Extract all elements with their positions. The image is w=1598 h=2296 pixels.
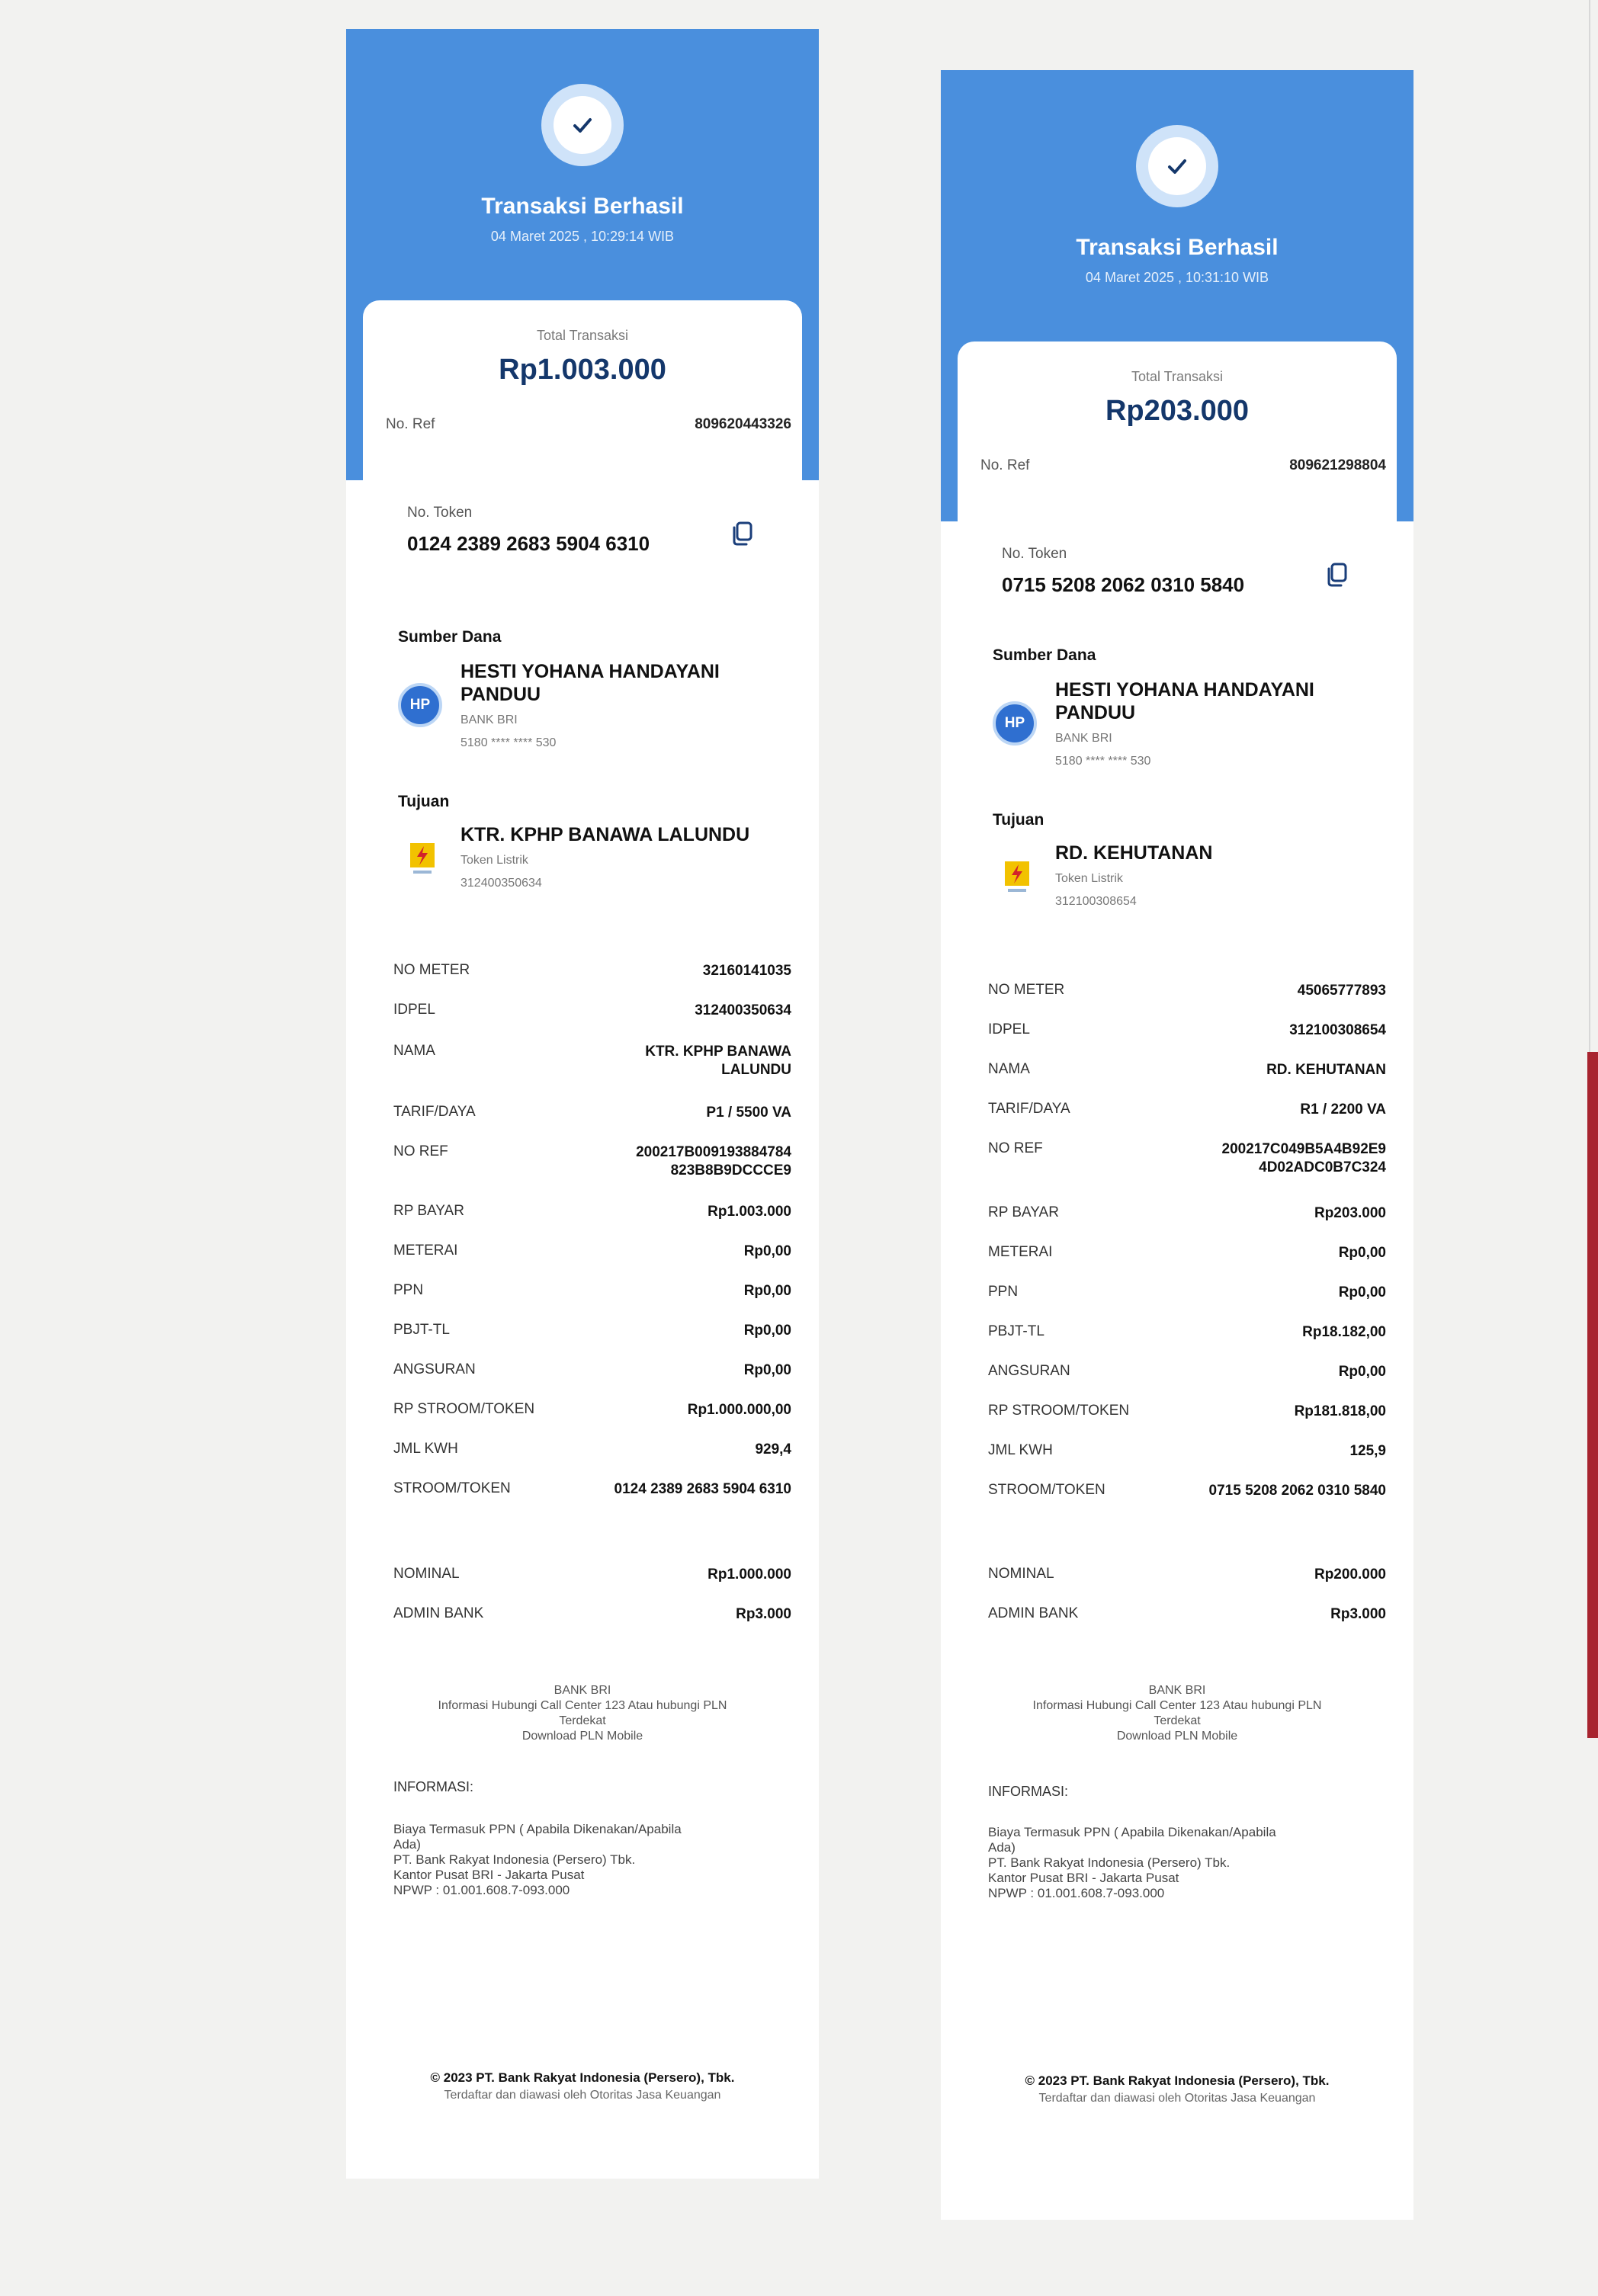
- ref-label: No. Ref: [386, 416, 435, 432]
- detail-label: NO REF: [988, 1140, 1043, 1156]
- detail-value: 32160141035: [702, 963, 791, 979]
- detail-label: NOMINAL: [988, 1566, 1054, 1582]
- footer-line: Terdekat: [559, 1714, 606, 1727]
- footer-line: BANK BRI: [554, 1684, 611, 1697]
- success-check-badge: [541, 84, 624, 166]
- detail-value: Rp181.818,00: [1294, 1403, 1386, 1419]
- detail-value: R1 / 2200 VA: [1300, 1102, 1386, 1118]
- regulated-note: Terdaftar dan diawasi oleh Otoritas Jasa Keuangan: [1038, 2092, 1316, 2105]
- detail-value: Rp1.000.000: [708, 1566, 791, 1583]
- dest-name: RD. KEHUTANAN: [1055, 842, 1213, 864]
- detail-label: ANGSURAN: [988, 1363, 1070, 1379]
- detail-value: 125,9: [1349, 1443, 1386, 1459]
- source-bank: BANK BRI: [1055, 732, 1112, 745]
- total-card: [958, 342, 1397, 521]
- detail-value: 312400350634: [695, 1002, 791, 1018]
- footer-line[interactable]: Download PLN Mobile: [1116, 1730, 1238, 1743]
- dest-type: Token Listrik: [460, 854, 528, 867]
- detail-value: Rp0,00: [1338, 1245, 1386, 1261]
- detail-label: JML KWH: [393, 1441, 458, 1457]
- info-line: Ada): [393, 1837, 421, 1852]
- detail-value: RD. KEHUTANAN: [1266, 1062, 1386, 1078]
- regulated-note: Terdaftar dan diawasi oleh Otoritas Jasa Keuangan: [444, 2089, 721, 2102]
- status-datetime: 04 Maret 2025 , 10:29:14 WIB: [490, 229, 675, 244]
- avatar: HP: [993, 701, 1037, 746]
- detail-label: NO REF: [393, 1143, 448, 1159]
- red-edge-strip: [1587, 1052, 1598, 1738]
- receipt-left: [346, 29, 819, 2179]
- info-title: INFORMASI:: [393, 1779, 474, 1794]
- info-line: Kantor Pusat BRI - Jakarta Pusat: [988, 1871, 1179, 1885]
- info-line: PT. Bank Rakyat Indonesia (Persero) Tbk.: [393, 1852, 636, 1867]
- detail-value: 0715 5208 2062 0310 5840: [1208, 1483, 1386, 1499]
- detail-value: Rp3.000: [736, 1606, 791, 1622]
- detail-value: Rp0,00: [1338, 1284, 1386, 1300]
- info-line: PT. Bank Rakyat Indonesia (Persero) Tbk.: [988, 1855, 1231, 1870]
- detail-value: Rp3.000: [1330, 1606, 1386, 1622]
- detail-label: NOMINAL: [393, 1566, 460, 1582]
- detail-label: NO METER: [393, 962, 470, 978]
- tujuan-title: Tujuan: [993, 811, 1044, 829]
- footer-line: Informasi Hubungi Call Center 123 Atau hubungi PLN: [438, 1699, 727, 1712]
- detail-label: IDPEL: [988, 1021, 1030, 1037]
- detail-label: JML KWH: [988, 1442, 1053, 1458]
- detail-label: METERAI: [988, 1244, 1053, 1260]
- info-line: NPWP : 01.001.608.7-093.000: [393, 1883, 570, 1897]
- dest-type: Token Listrik: [1055, 872, 1123, 885]
- footer-line[interactable]: Download PLN Mobile: [521, 1730, 643, 1743]
- info-line: Biaya Termasuk PPN ( Apabila Dikenakan/Apabila: [988, 1825, 1276, 1839]
- footer-line: Informasi Hubungi Call Center 123 Atau hubungi PLN: [1032, 1699, 1322, 1712]
- total-label: Total Transaksi: [536, 328, 629, 343]
- detail-label: ADMIN BANK: [988, 1605, 1079, 1621]
- detail-value: Rp18.182,00: [1302, 1324, 1386, 1340]
- detail-value: 45065777893: [1297, 983, 1386, 999]
- copyright: © 2023 PT. Bank Rakyat Indonesia (Persero), Tbk.: [1025, 2073, 1330, 2088]
- detail-label: PPN: [988, 1284, 1019, 1300]
- total-label: Total Transaksi: [1131, 369, 1224, 384]
- tujuan-title: Tujuan: [398, 793, 450, 810]
- detail-value: KTR. KPHP BANAWA LALUNDU: [645, 1044, 791, 1078]
- success-check-badge: [1136, 125, 1218, 207]
- success-header: [346, 29, 819, 480]
- detail-value: Rp0,00: [743, 1362, 791, 1378]
- ref-value: 809620443326: [695, 416, 791, 432]
- detail-value: 0124 2389 2683 5904 6310: [614, 1481, 791, 1497]
- detail-label: RP STROOM/TOKEN: [393, 1401, 535, 1417]
- detail-label: NAMA: [988, 1061, 1030, 1077]
- detail-value: Rp203.000: [1314, 1205, 1386, 1221]
- detail-label: RP STROOM/TOKEN: [988, 1403, 1130, 1419]
- detail-value: Rp0,00: [1338, 1364, 1386, 1380]
- detail-label: TARIF/DAYA: [393, 1104, 476, 1120]
- source-bank: BANK BRI: [460, 713, 518, 726]
- detail-label: NAMA: [393, 1043, 435, 1059]
- detail-label: RP BAYAR: [988, 1204, 1059, 1220]
- pln-logo-icon: [1003, 860, 1031, 895]
- ref-value: 809621298804: [1289, 457, 1386, 473]
- source-name: HESTI YOHANA HANDAYANI PANDUU: [460, 661, 720, 705]
- token-label: No. Token: [1002, 546, 1067, 562]
- total-card: [363, 300, 802, 480]
- detail-value: Rp1.000.000,00: [687, 1402, 791, 1418]
- info-line: Biaya Termasuk PPN ( Apabila Dikenakan/Apabila: [393, 1822, 682, 1836]
- check-icon: [567, 110, 598, 140]
- check-icon: [1162, 151, 1192, 181]
- ref-label: No. Ref: [980, 457, 1030, 473]
- detail-label: PBJT-TL: [988, 1323, 1044, 1339]
- detail-value: 200217B009193884784 823B8B9DCCCE9: [636, 1144, 791, 1178]
- source-account: 5180 **** **** 530: [1055, 755, 1151, 768]
- dest-id: 312400350634: [460, 877, 542, 890]
- source-account: 5180 **** **** 530: [460, 736, 557, 749]
- status-datetime: 04 Maret 2025 , 10:31:10 WIB: [1085, 270, 1269, 285]
- receipt-right: [941, 70, 1413, 2220]
- sumber-dana-title: Sumber Dana: [993, 646, 1096, 664]
- detail-label: ANGSURAN: [393, 1361, 476, 1377]
- detail-value: 312100308654: [1289, 1022, 1386, 1038]
- detail-value: Rp1.003.000: [708, 1204, 791, 1220]
- info-line: Kantor Pusat BRI - Jakarta Pusat: [393, 1868, 585, 1882]
- info-title: INFORMASI:: [988, 1784, 1069, 1799]
- detail-value: Rp200.000: [1314, 1566, 1386, 1583]
- detail-value: Rp0,00: [743, 1323, 791, 1339]
- source-name: HESTI YOHANA HANDAYANI PANDUU: [1055, 679, 1314, 723]
- dest-id: 312100308654: [1055, 895, 1137, 908]
- detail-value: 200217C049B5A4B92E9 4D02ADC0B7C324: [1221, 1141, 1386, 1175]
- detail-value: Rp0,00: [743, 1243, 791, 1259]
- detail-label: IDPEL: [393, 1002, 435, 1018]
- detail-label: STROOM/TOKEN: [988, 1482, 1105, 1498]
- success-header: [941, 70, 1413, 521]
- info-line: Ada): [988, 1840, 1016, 1855]
- total-amount: Rp1.003.000: [499, 354, 666, 386]
- copy-icon[interactable]: [1324, 561, 1351, 588]
- copyright: © 2023 PT. Bank Rakyat Indonesia (Persero), Tbk.: [430, 2070, 735, 2085]
- avatar: HP: [398, 683, 442, 727]
- page-edge-line: [1589, 0, 1590, 1052]
- status-title: Transaksi Berhasil: [481, 194, 684, 219]
- footer-line: Terdekat: [1154, 1714, 1201, 1727]
- detail-label: STROOM/TOKEN: [393, 1480, 511, 1496]
- token-value: 0715 5208 2062 0310 5840: [1002, 573, 1245, 596]
- detail-label: PPN: [393, 1282, 424, 1298]
- token-label: No. Token: [407, 505, 473, 521]
- token-value: 0124 2389 2683 5904 6310: [407, 532, 650, 555]
- pln-logo-icon: [409, 842, 436, 877]
- status-title: Transaksi Berhasil: [1076, 235, 1279, 260]
- detail-label: NO METER: [988, 982, 1065, 998]
- detail-label: RP BAYAR: [393, 1203, 464, 1219]
- total-amount: Rp203.000: [1105, 395, 1249, 427]
- info-line: NPWP : 01.001.608.7-093.000: [988, 1886, 1165, 1900]
- detail-label: METERAI: [393, 1243, 458, 1259]
- footer-line: BANK BRI: [1148, 1684, 1206, 1697]
- detail-value: 929,4: [755, 1441, 791, 1457]
- copy-icon[interactable]: [729, 520, 756, 547]
- detail-value: Rp0,00: [743, 1283, 791, 1299]
- detail-label: ADMIN BANK: [393, 1605, 484, 1621]
- detail-label: PBJT-TL: [393, 1322, 450, 1338]
- detail-value: P1 / 5500 VA: [706, 1105, 791, 1121]
- detail-label: TARIF/DAYA: [988, 1101, 1070, 1117]
- dest-name: KTR. KPHP BANAWA LALUNDU: [460, 824, 750, 845]
- sumber-dana-title: Sumber Dana: [398, 628, 502, 646]
